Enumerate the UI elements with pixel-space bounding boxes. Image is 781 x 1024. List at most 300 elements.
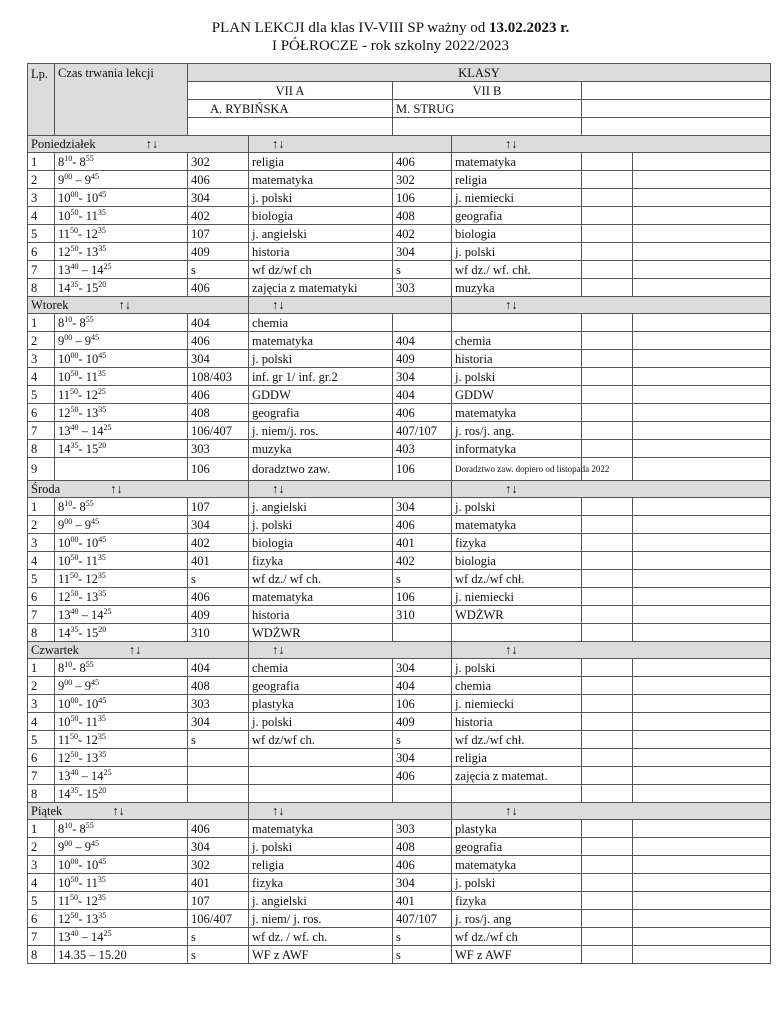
lesson-number: 3 (28, 189, 55, 207)
empty-cell (582, 749, 633, 767)
table-row (28, 386, 771, 404)
lesson-time: $13^{40} - 14^{25}$ (55, 928, 188, 946)
empty-cell (582, 767, 633, 785)
empty-cell (582, 189, 633, 207)
empty-cell (633, 243, 771, 261)
empty-cell (633, 624, 771, 642)
teacher-7a: A. RYBIŃSKA (188, 100, 393, 118)
room-7a: 106/407 (188, 422, 249, 440)
empty-cell (633, 207, 771, 225)
empty-cell (633, 928, 771, 946)
day-header-cell (452, 481, 771, 498)
subject-7b: WDŻWR (452, 606, 582, 624)
lesson-time: $11^{50}-$ $12^{35}$ (55, 570, 188, 588)
room-7a: 404 (188, 314, 249, 332)
subject-7b: biologia (452, 225, 582, 243)
table-row (28, 225, 771, 243)
subject-7a: j. niem/j. ros. (249, 422, 393, 440)
room-7b: 404 (393, 332, 452, 350)
subject-7b: muzyka (452, 279, 582, 297)
subject-7b: religia (452, 749, 582, 767)
table-row (28, 458, 771, 481)
lesson-number: 1 (28, 498, 55, 516)
day-name (28, 481, 249, 498)
day-header-cell (452, 297, 771, 314)
sort-arrows-icon: ↑↓ (112, 804, 125, 818)
empty-cell (633, 749, 771, 767)
room-7b: 404 (393, 677, 452, 695)
lesson-time: $8^{10}-$ $8^{55}$ (55, 498, 188, 516)
table-row (28, 713, 771, 731)
lesson-number: 2 (28, 677, 55, 695)
sort-arrows-icon: ↑↓ (128, 643, 142, 657)
day-label: Czwartek (31, 643, 79, 657)
table-row (28, 189, 771, 207)
room-7a: 108/403 (188, 368, 249, 386)
room-7a (188, 767, 249, 785)
day-header-row (28, 481, 771, 498)
empty-cell (633, 606, 771, 624)
empty-cell (582, 820, 633, 838)
empty-cell (582, 624, 633, 642)
subject-7b: historia (452, 713, 582, 731)
subject-7a: j. angielski (249, 498, 393, 516)
room-7b: 407/107 (393, 910, 452, 928)
empty-cell (582, 838, 633, 856)
sort-arrows-icon: ↑↓ (272, 482, 285, 496)
subject-7a: matematyka (249, 588, 393, 606)
empty-cell (582, 404, 633, 422)
empty-cell (633, 570, 771, 588)
lesson-number: 6 (28, 588, 55, 606)
room-7b: 404 (393, 386, 452, 404)
room-7a: 106 (188, 458, 249, 481)
room-7a: 404 (188, 659, 249, 677)
day-header-cell (249, 642, 452, 659)
lesson-number: 7 (28, 261, 55, 279)
table-row (28, 207, 771, 225)
empty-cell (633, 440, 771, 458)
header-row-klasy (28, 64, 771, 82)
table-row (28, 261, 771, 279)
day-header-cell (249, 481, 452, 498)
subject-7b: zajęcia z matemat. (452, 767, 582, 785)
lesson-number: 6 (28, 910, 55, 928)
subject-7b: matematyka (452, 404, 582, 422)
lesson-time: $12^{50}-$ $13^{35}$ (55, 749, 188, 767)
lesson-number: 1 (28, 314, 55, 332)
room-7a: 401 (188, 552, 249, 570)
empty-cell (633, 386, 771, 404)
empty-cell (633, 820, 771, 838)
room-7b: 310 (393, 606, 452, 624)
sort-arrows-icon: ↑↓ (272, 298, 285, 312)
lesson-number: 4 (28, 368, 55, 386)
subject-7b: j. niemiecki (452, 695, 582, 713)
empty-cell (633, 279, 771, 297)
room-7b: 408 (393, 207, 452, 225)
empty-cell (633, 659, 771, 677)
day-label: Poniedziałek (31, 137, 96, 151)
empty-cell (582, 606, 633, 624)
subject-7b: fizyka (452, 534, 582, 552)
subject-7a: biologia (249, 207, 393, 225)
empty-cell (582, 279, 633, 297)
room-7b: 304 (393, 874, 452, 892)
lesson-number: 3 (28, 350, 55, 368)
room-7b (393, 785, 452, 803)
empty-cell (582, 552, 633, 570)
subject-7b: matematyka (452, 153, 582, 171)
room-7b: 402 (393, 552, 452, 570)
room-7b: 106 (393, 189, 452, 207)
teacher-7b: M. STRUG (393, 100, 582, 118)
room-7a: 304 (188, 350, 249, 368)
subject-7a: j. polski (249, 713, 393, 731)
lesson-time: $10^{50}-$ $11^{35}$ (55, 713, 188, 731)
table-row (28, 332, 771, 350)
lesson-time: $10^{50}-$ $11^{35}$ (55, 552, 188, 570)
room-7a: 304 (188, 713, 249, 731)
lesson-time: $14^{35}-$ $15^{20}$ (55, 785, 188, 803)
room-7a: 408 (188, 677, 249, 695)
empty-cell (633, 422, 771, 440)
table-row (28, 856, 771, 874)
subject-7a: fizyka (249, 552, 393, 570)
sort-arrows-icon: ↑↓ (505, 804, 518, 818)
table-row (28, 368, 771, 386)
time-header: Czas trwania lekcji (55, 64, 188, 136)
subject-7b: j. polski (452, 874, 582, 892)
table-row (28, 498, 771, 516)
table-row (28, 279, 771, 297)
room-7a: 408 (188, 404, 249, 422)
lesson-number: 8 (28, 440, 55, 458)
day-header-cell (452, 136, 771, 153)
table-row (28, 785, 771, 803)
empty-cell (633, 171, 771, 189)
subject-7a: chemia (249, 659, 393, 677)
lesson-time: 14.35 – 15.20 (55, 946, 188, 964)
room-7b: 409 (393, 713, 452, 731)
empty-cell (633, 404, 771, 422)
subject-7a: wf dz. / wf. ch. (249, 928, 393, 946)
blank-cell (188, 118, 393, 136)
subject-7b: informatyka (452, 440, 582, 458)
subject-7a: fizyka (249, 874, 393, 892)
page-title (0, 19, 781, 37)
subject-7a: geografia (249, 677, 393, 695)
empty-cell (633, 498, 771, 516)
lesson-time: $14^{35}-$ $15^{20}$ (55, 279, 188, 297)
subject-7b: j. polski (452, 498, 582, 516)
empty-cell (633, 695, 771, 713)
empty-cell (633, 189, 771, 207)
sort-arrows-icon: ↑↓ (505, 137, 518, 151)
lesson-time: $10^{00}-$ $10^{45}$ (55, 856, 188, 874)
lesson-time: $9^{00} - 9^{45}$ (55, 332, 188, 350)
empty-cell (633, 856, 771, 874)
lesson-time: $11^{50}-$ $12^{25}$ (55, 386, 188, 404)
lesson-number: 8 (28, 279, 55, 297)
empty-cell (633, 534, 771, 552)
lesson-number: 9 (28, 458, 55, 481)
blank-cell (582, 118, 771, 136)
lesson-time: $10^{00}-$ $10^{45}$ (55, 350, 188, 368)
day-label: Piątek (31, 804, 63, 818)
table-row (28, 677, 771, 695)
room-7a: 106/407 (188, 910, 249, 928)
room-7b: 106 (393, 695, 452, 713)
schedule-table (27, 63, 771, 964)
lesson-number: 6 (28, 749, 55, 767)
subject-7a: plastyka (249, 695, 393, 713)
table-row (28, 552, 771, 570)
sort-arrows-icon: ↑↓ (118, 298, 131, 312)
empty-cell (582, 516, 633, 534)
empty-cell (633, 767, 771, 785)
empty-cell (582, 910, 633, 928)
subject-7a (249, 749, 393, 767)
room-7a: 304 (188, 838, 249, 856)
room-7b: 408 (393, 838, 452, 856)
empty-cell (633, 677, 771, 695)
table-row (28, 928, 771, 946)
empty-cell (582, 207, 633, 225)
lesson-time: $10^{50}-$ $11^{35}$ (55, 207, 188, 225)
room-7a: 401 (188, 874, 249, 892)
room-7a: 107 (188, 892, 249, 910)
empty-cell (633, 910, 771, 928)
empty-cell (582, 946, 633, 964)
lesson-time: $11^{50}-$ $12^{35}$ (55, 892, 188, 910)
subject-7a: wf dz./ wf ch. (249, 570, 393, 588)
day-name (28, 803, 249, 820)
lesson-time: $11^{50}-$ $12^{35}$ (55, 225, 188, 243)
classes-header: KLASY (188, 64, 771, 82)
room-7b: s (393, 946, 452, 964)
table-row (28, 820, 771, 838)
room-7b: 304 (393, 368, 452, 386)
title-text: PLAN LEKCJI dla klas IV-VIII SP ważny od (211, 20, 489, 36)
lesson-number: 5 (28, 386, 55, 404)
empty-cell (582, 332, 633, 350)
lesson-time: $10^{50}-$ $11^{35}$ (55, 368, 188, 386)
lesson-time: $8^{10}-$ $8^{55}$ (55, 659, 188, 677)
room-7b: 106 (393, 588, 452, 606)
empty-cell (582, 570, 633, 588)
table-row (28, 570, 771, 588)
subject-7b (452, 314, 582, 332)
lesson-time: $9^{00} - 9^{45}$ (55, 677, 188, 695)
subject-7b (452, 624, 582, 642)
subject-7b: geografia (452, 207, 582, 225)
room-7b: 304 (393, 498, 452, 516)
room-7b: s (393, 570, 452, 588)
day-header-row (28, 803, 771, 820)
table-row (28, 659, 771, 677)
table-row (28, 314, 771, 332)
lesson-time: $11^{50}-$ $12^{35}$ (55, 731, 188, 749)
empty-cell (582, 261, 633, 279)
room-7a: 310 (188, 624, 249, 642)
day-header-row (28, 136, 771, 153)
table-row (28, 695, 771, 713)
room-7b: 406 (393, 516, 452, 534)
lesson-number: 5 (28, 892, 55, 910)
empty-cell (633, 588, 771, 606)
day-header-cell (249, 803, 452, 820)
lesson-time: $12^{50}-$ $13^{35}$ (55, 910, 188, 928)
table-row (28, 749, 771, 767)
lesson-number: 4 (28, 552, 55, 570)
room-7b: 304 (393, 749, 452, 767)
lesson-time: $10^{00}-$ $10^{45}$ (55, 534, 188, 552)
empty-cell (582, 314, 633, 332)
room-7b: 303 (393, 820, 452, 838)
empty-cell (633, 153, 771, 171)
empty-cell (582, 731, 633, 749)
room-7a: s (188, 731, 249, 749)
room-7a (188, 785, 249, 803)
lesson-time: $10^{00}-$ $10^{45}$ (55, 189, 188, 207)
sort-arrows-icon: ↑↓ (505, 643, 518, 657)
table-row (28, 874, 771, 892)
empty-cell (582, 350, 633, 368)
lp-header: Lp. (28, 64, 55, 136)
day-header-cell (452, 642, 771, 659)
room-7a: 409 (188, 606, 249, 624)
subject-7a: matematyka (249, 820, 393, 838)
room-7a: 303 (188, 440, 249, 458)
empty-cell (633, 225, 771, 243)
lesson-number: 7 (28, 606, 55, 624)
room-7b: s (393, 261, 452, 279)
day-header-row (28, 297, 771, 314)
day-header-cell (249, 297, 452, 314)
lesson-number: 2 (28, 516, 55, 534)
empty-cell (582, 856, 633, 874)
empty-cell (633, 892, 771, 910)
lesson-time: $9^{00} - 9^{45}$ (55, 838, 188, 856)
empty-cell (633, 785, 771, 803)
day-header-row (28, 642, 771, 659)
room-7b: 401 (393, 534, 452, 552)
empty-cell (633, 368, 771, 386)
table-row (28, 910, 771, 928)
title-date: 13.02.2023 r. (488, 20, 570, 36)
subject-7b: historia (452, 350, 582, 368)
table-row (28, 892, 771, 910)
lesson-time: $13^{40} - 14^{25}$ (55, 606, 188, 624)
table-row (28, 404, 771, 422)
subject-7b: j. polski (452, 243, 582, 261)
room-7a: 406 (188, 279, 249, 297)
room-7b: 401 (393, 892, 452, 910)
subject-7b: j. niemiecki (452, 189, 582, 207)
empty-cell (633, 731, 771, 749)
room-7b: 106 (393, 458, 452, 481)
room-7b: 303 (393, 279, 452, 297)
lesson-number: 8 (28, 946, 55, 964)
day-header-cell (452, 803, 771, 820)
room-7a: 406 (188, 588, 249, 606)
subject-7b: geografia (452, 838, 582, 856)
room-7a: 406 (188, 820, 249, 838)
subject-7b: religia (452, 171, 582, 189)
subject-7a: wf dz/wf ch. (249, 731, 393, 749)
room-7a: 406 (188, 386, 249, 404)
day-name (28, 136, 249, 153)
room-7a: 304 (188, 516, 249, 534)
subject-7a: j. angielski (249, 892, 393, 910)
room-7a: s (188, 928, 249, 946)
empty-class-header (582, 82, 771, 100)
sort-arrows-icon: ↑↓ (505, 482, 518, 496)
table-row (28, 422, 771, 440)
lesson-number: 2 (28, 332, 55, 350)
subject-7b: j. polski (452, 659, 582, 677)
empty-cell (633, 874, 771, 892)
room-7a: 302 (188, 153, 249, 171)
subject-7b: chemia (452, 332, 582, 350)
table-row (28, 243, 771, 261)
lesson-number: 2 (28, 171, 55, 189)
empty-cell (582, 928, 633, 946)
day-label: Wtorek (31, 298, 69, 312)
room-7b: 406 (393, 767, 452, 785)
room-7a: s (188, 261, 249, 279)
room-7a: 304 (188, 189, 249, 207)
empty-cell (582, 153, 633, 171)
lesson-number: 8 (28, 624, 55, 642)
table-row (28, 171, 771, 189)
subject-7b (452, 785, 582, 803)
lesson-time: $8^{10}-$ $8^{55}$ (55, 153, 188, 171)
sort-arrows-icon: ↑↓ (110, 482, 123, 496)
lesson-number: 3 (28, 534, 55, 552)
table-row (28, 731, 771, 749)
lesson-number: 3 (28, 695, 55, 713)
room-7b: s (393, 928, 452, 946)
lesson-time: $14^{35}-$ $15^{20}$ (55, 440, 188, 458)
empty-cell (633, 350, 771, 368)
room-7b: 406 (393, 856, 452, 874)
day-name (28, 642, 249, 659)
room-7a (188, 749, 249, 767)
room-7a: 402 (188, 207, 249, 225)
subject-7a: j. polski (249, 838, 393, 856)
room-7b: 402 (393, 225, 452, 243)
room-7b: 304 (393, 243, 452, 261)
lesson-time: $14^{35}-$ $15^{20}$ (55, 624, 188, 642)
lesson-number: 1 (28, 153, 55, 171)
class-7a-header: VII A (188, 82, 393, 100)
subject-7a (249, 767, 393, 785)
empty-cell (633, 261, 771, 279)
blank-cell (393, 118, 582, 136)
empty-cell (582, 874, 633, 892)
empty-cell (633, 713, 771, 731)
room-7b (393, 314, 452, 332)
subject-7b: wf dz./wf chł. (452, 731, 582, 749)
lesson-number: 6 (28, 243, 55, 261)
subject-7a (249, 785, 393, 803)
subject-7b: Doradztwo zaw. dopiero od listopada 2022 (452, 458, 582, 481)
room-7b: s (393, 731, 452, 749)
subject-7a: inf. gr 1/ inf. gr.2 (249, 368, 393, 386)
empty-cell (633, 458, 771, 481)
